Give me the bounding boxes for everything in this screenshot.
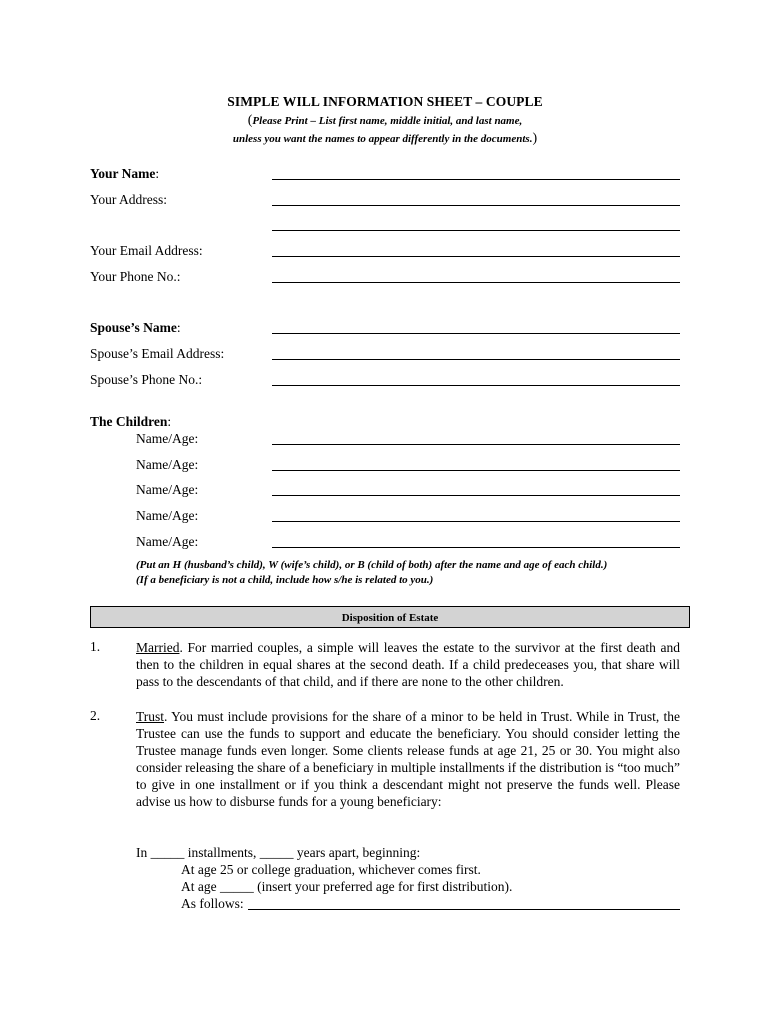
spouse-email-field[interactable] xyxy=(272,359,680,360)
item-2-title: Trust xyxy=(136,709,165,724)
child-label: Name/Age: xyxy=(136,534,199,549)
item-1-paragraph xyxy=(136,639,680,690)
child-field[interactable] xyxy=(272,470,680,471)
instructions-line-2: unless you want the names to appear differently in the documents.) xyxy=(232,131,538,146)
your-address-label: Your Address: xyxy=(90,192,168,207)
option-as-follows[interactable]: As follows: xyxy=(181,896,244,911)
children-note-2: (If a beneficiary is not a child, include how s/he is related to you.) xyxy=(136,574,434,586)
children-heading: The Children: xyxy=(90,414,172,429)
spouse-phone-label: Spouse’s Phone No.: xyxy=(90,372,203,387)
child-label: Name/Age: xyxy=(136,457,199,472)
children-note-1: (Put an H (husband’s child), W (wife’s child), or B (child of both) after the name and age of each child.) xyxy=(136,559,608,571)
child-row xyxy=(90,534,680,554)
spouse-email-label: Spouse’s Email Address: xyxy=(90,346,225,361)
item-2-number: 2. xyxy=(90,708,101,723)
child-label: Name/Age: xyxy=(136,508,199,523)
child-field[interactable] xyxy=(272,495,680,496)
spouse-name-label: Spouse’s Name: xyxy=(90,320,181,335)
child-field[interactable] xyxy=(272,521,680,522)
your-address-field-line-2[interactable] xyxy=(272,230,680,231)
spouse-name-row xyxy=(90,320,680,340)
instructions-line-1: (Please Print – List first name, middle initial, and last name, xyxy=(247,113,523,128)
child-label: Name/Age: xyxy=(136,482,199,497)
child-row xyxy=(90,457,680,477)
your-address-row xyxy=(90,192,680,212)
disposition-banner: Disposition of Estate xyxy=(90,606,690,628)
child-row xyxy=(90,482,680,502)
child-row xyxy=(90,508,680,528)
spouse-phone-row xyxy=(90,372,680,392)
your-name-label: Your Name: xyxy=(90,166,160,181)
spouse-phone-field[interactable] xyxy=(272,385,680,386)
child-field[interactable] xyxy=(272,444,680,445)
your-email-row xyxy=(90,243,680,263)
item-1-number: 1. xyxy=(90,639,101,654)
item-1-title: Married xyxy=(136,640,180,655)
as-follows-field[interactable] xyxy=(248,909,680,910)
your-email-field[interactable] xyxy=(272,256,680,257)
spouse-email-row xyxy=(90,346,680,366)
spouse-name-field[interactable] xyxy=(272,333,680,334)
child-row xyxy=(90,431,680,451)
item-1-text: . For married couples, a simple will leaves the estate to the survivor at the first death and then to the children in equal shares at the second death. If a child predeceases you, that share will pass to the descendants of that child, and if there are none to the other children. xyxy=(136,640,680,689)
item-2-text: . You must include provisions for the share of a minor to be held in Trust. While in Trust, the Trustee can use the funds to support and educate the beneficiary. You should consider letting the Trustee manage funds even longer. Some clients release funds at age 21, 25 or 30. You might also consider releasing the share of a beneficiary in multiple installments if the distribution is “too much” to give in one installment or if you think a descendant might not preserve the funds well. Please advise us how to disburse funds for a young beneficiary: xyxy=(136,709,680,809)
your-email-label: Your Email Address: xyxy=(90,243,203,258)
document-title: SIMPLE WILL INFORMATION SHEET – COUPLE xyxy=(227,94,543,109)
child-field[interactable] xyxy=(272,547,680,548)
your-name-field[interactable] xyxy=(272,179,680,180)
option-age-custom[interactable]: At age _____ (insert your preferred age for first distribution). xyxy=(181,879,513,894)
your-phone-row xyxy=(90,269,680,289)
your-phone-label: Your Phone No.: xyxy=(90,269,181,284)
your-address-field[interactable] xyxy=(272,205,680,206)
item-2-paragraph xyxy=(136,708,680,810)
child-label: Name/Age: xyxy=(136,431,199,446)
installments-line: In _____ installments, _____ years apart, beginning: xyxy=(136,845,421,860)
option-age-25[interactable]: At age 25 or college graduation, whichever comes first. xyxy=(181,862,481,877)
your-phone-field[interactable] xyxy=(272,282,680,283)
your-name-row xyxy=(90,166,680,186)
